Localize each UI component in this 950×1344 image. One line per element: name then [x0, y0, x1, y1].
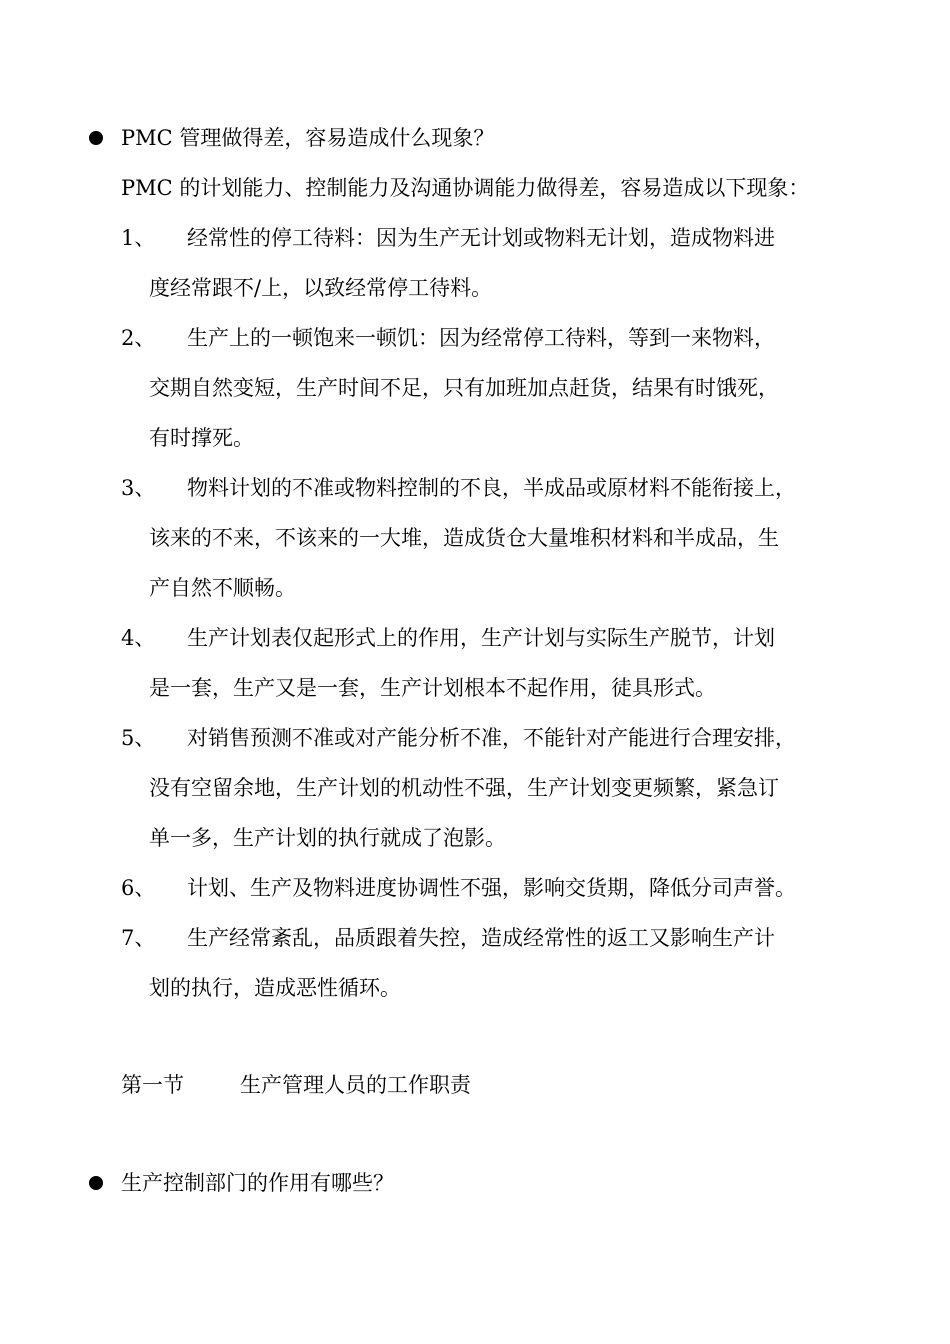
- list-item-text: 该来的不来，不该来的一大堆，造成货仓大量堆积材料和半成品，生: [149, 526, 779, 550]
- list-item-text: 没有空留余地，生产计划的机动性不强，生产计划变更频繁，紧急订: [149, 776, 779, 800]
- list-item-text: 产自然不顺畅。: [149, 576, 296, 600]
- list-item-text: 经常性的停工待料：因为生产无计划或物料无计划，造成物料进: [187, 226, 775, 250]
- bullet-dot-icon: [89, 1176, 103, 1190]
- section-title: 生产管理人员的工作职责: [240, 1073, 471, 1097]
- list-item-text: 单一多，生产计划的执行就成了泡影。: [149, 826, 506, 850]
- list-item-text: 生产计划表仅起形式上的作用，生产计划与实际生产脱节，计划: [187, 626, 775, 650]
- list-item-text: 物料计划的不准或物料控制的不良，半成品或原材料不能衔接上，: [187, 476, 796, 500]
- list-item-number: 5、: [121, 726, 156, 750]
- list-item-number: 2、: [121, 326, 156, 350]
- list-item-number: 1、: [121, 226, 156, 250]
- list-item-text: 计划、生产及物料进度协调性不强，影响交货期，降低分司声誉。: [187, 876, 796, 900]
- list-item-text: 有时撑死。: [149, 426, 254, 450]
- list-item-text: 对销售预测不准或对产能分析不准，不能针对产能进行合理安排，: [187, 726, 796, 750]
- question-heading-1: PMC 管理做得差，容易造成什么现象？: [121, 126, 495, 150]
- list-item-text: 是一套，生产又是一套，生产计划根本不起作用，徒具形式。: [149, 676, 716, 700]
- list-item-text: 生产上的一顿饱来一顿饥：因为经常停工待料，等到一来物料，: [187, 326, 775, 350]
- list-item-number: 3、: [121, 476, 156, 500]
- list-item-text: 生产经常紊乱，品质跟着失控，造成经常性的返工又影响生产计: [187, 926, 775, 950]
- question-heading-2: 生产控制部门的作用有哪些？: [121, 1171, 394, 1195]
- list-item-text: 交期自然变短，生产时间不足，只有加班加点赶货，结果有时饿死，: [149, 376, 779, 400]
- intro-paragraph: PMC 的计划能力、控制能力及沟通协调能力做得差，容易造成以下现象：: [121, 176, 810, 200]
- bullet-dot-icon: [89, 131, 103, 145]
- list-item-number: 4、: [121, 626, 156, 650]
- list-item-text: 度经常跟不/上，以致经常停工待料。: [149, 276, 493, 300]
- list-item-number: 6、: [121, 876, 156, 900]
- section-number: 第一节: [121, 1073, 184, 1097]
- list-item-text: 划的执行，造成恶性循环。: [149, 976, 401, 1000]
- list-item-number: 7、: [121, 926, 156, 950]
